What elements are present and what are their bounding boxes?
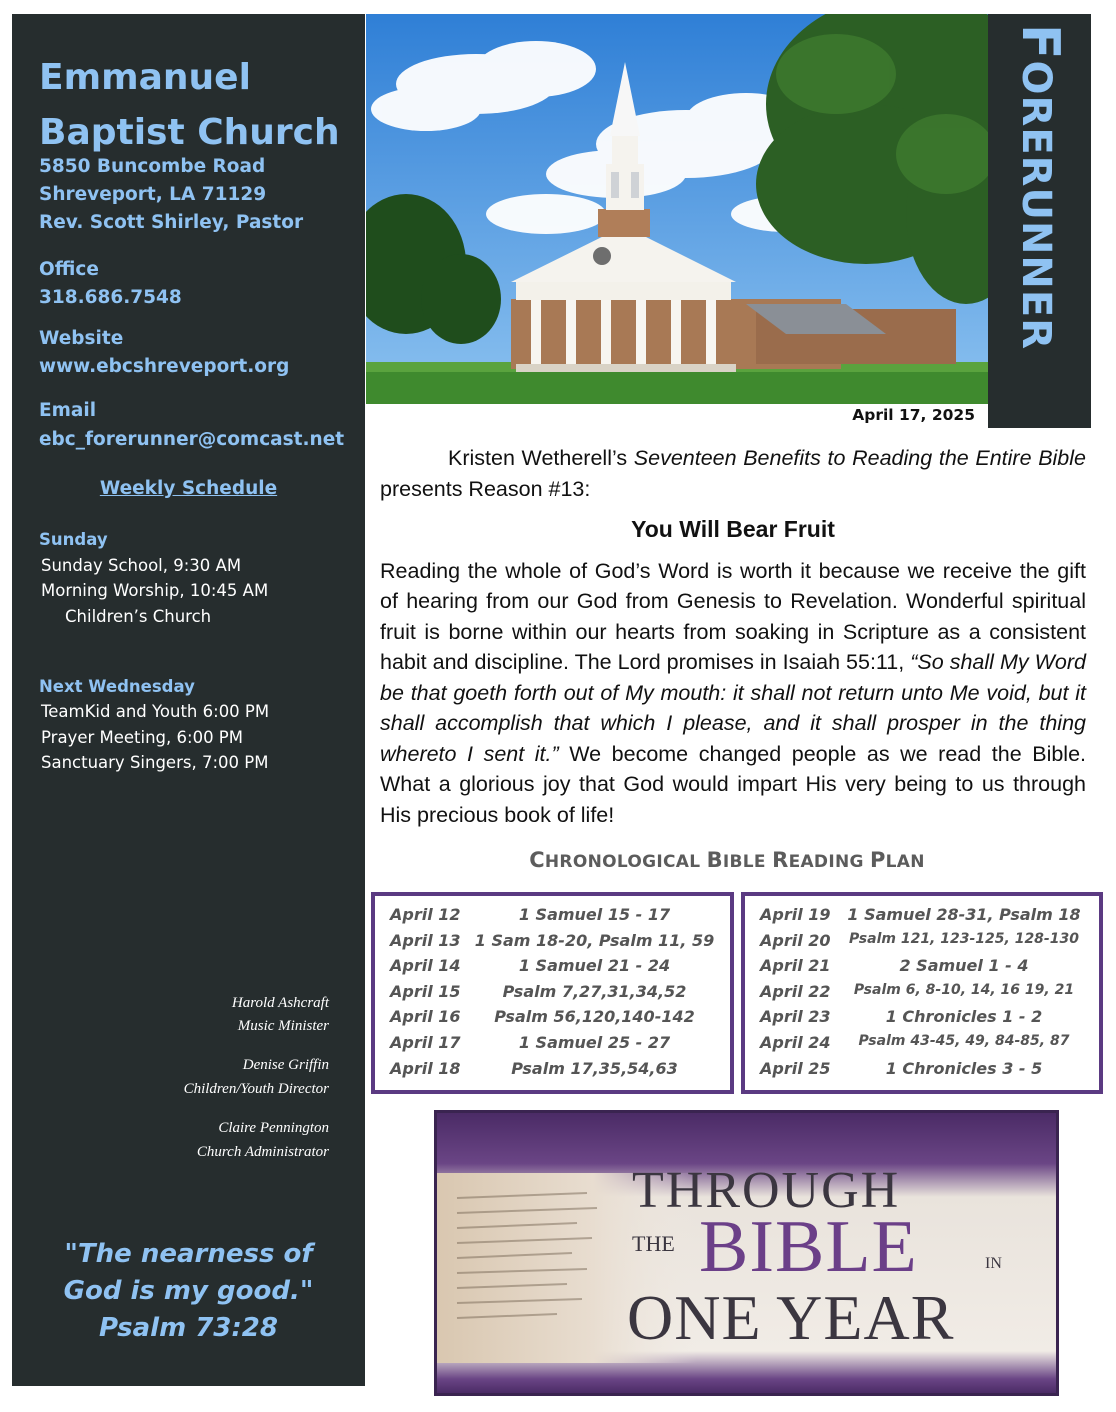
staff-name: Claire Pennington (218, 1120, 329, 1136)
plan-date: April 24 (760, 1032, 831, 1052)
plan-row (375, 1033, 730, 1059)
body-scripture-quote: “So shall My Word be that goeth forth out of My mouth: it shall not return unto Me void, but it shall accomplish that which I please, and it shall prosper in the thing whereto I sent it.” (380, 650, 1087, 766)
plan-row (745, 1007, 1099, 1033)
plan-row (375, 1007, 730, 1033)
staff-role: Children/Youth Director (183, 1081, 329, 1097)
church-name-line2: Baptist Church (39, 112, 340, 153)
plan-date: April 23 (760, 1007, 831, 1027)
reading-plan-right (741, 892, 1103, 1094)
quote-reference: Psalm 73:28 (99, 1313, 278, 1343)
plan-reading: 1 Chronicles 1 - 2 (885, 1007, 1043, 1027)
office-phone[interactable]: 318.686.7548 (39, 287, 182, 308)
plan-reading: 1 Samuel 21 - 24 (518, 956, 671, 976)
plan-reading: Psalm 6, 8-10, 14, 16 19, 21 (853, 981, 1075, 998)
plan-reading: Psalm 7,27,31,34,52 (502, 981, 687, 1001)
article-intro (380, 443, 1086, 504)
plan-reading: 1 Sam 18-20, Psalm 11, 59 (474, 930, 715, 950)
plan-date: April 20 (760, 930, 831, 950)
reading-plan-left (371, 892, 734, 1094)
plan-row (745, 931, 1099, 957)
title-part: IBLE (722, 852, 773, 872)
wednesday-item: TeamKid and Youth 6:00 PM (41, 702, 270, 721)
sidebar (12, 14, 365, 1386)
title-cap: R (772, 848, 789, 872)
sunday-item: Morning Worship, 10:45 AM (41, 581, 269, 600)
wednesday-item: Prayer Meeting, 6:00 PM (41, 728, 243, 747)
plan-date: April 16 (390, 1007, 461, 1027)
issue-date: April 17, 2025 (852, 406, 975, 424)
plan-row (745, 905, 1099, 931)
banner-line-through: THROUGH (632, 1162, 901, 1219)
banner-word-in: IN (985, 1255, 1002, 1272)
plan-date: April 19 (760, 905, 831, 924)
email-label: Email (39, 400, 97, 421)
address-street: 5850 Buncombe Road (39, 156, 266, 177)
article (380, 443, 1086, 830)
title-cap: P (869, 848, 886, 872)
quote-line2: God is my good." (63, 1276, 314, 1306)
wednesday-item: Sanctuary Singers, 7:00 PM (41, 753, 269, 772)
plan-date: April 12 (390, 905, 461, 924)
sunday-item: Children’s Church (65, 607, 212, 626)
church-name (39, 50, 340, 160)
plan-reading: 1 Samuel 28-31, Psalm 18 (847, 905, 1081, 924)
staff-name: Denise Griffin (242, 1057, 329, 1073)
plan-date: April 22 (760, 981, 831, 1001)
plan-row (745, 982, 1099, 1008)
scripture-quote (12, 1236, 365, 1347)
plan-date: April 18 (390, 1058, 461, 1078)
plan-date: April 17 (390, 1032, 461, 1052)
banner-word-the: THE (632, 1231, 675, 1256)
pastor-name: Rev. Scott Shirley, Pastor (39, 212, 304, 233)
plan-row (745, 956, 1099, 982)
body-text: Reading the whole of God’s Word is worth it because we receive the gift of hearing from our God from Genesis to Revelation. Wonderful spiritual fruit is borne within our hearts from soaking in Scripture as a consistent habit and discipline. The Lord promises in Isaiah 55:11, (380, 558, 1086, 674)
banner-word-bible: BIBLE (699, 1206, 918, 1288)
email-link[interactable]: ebc_forerunner@comcast.net (39, 429, 345, 450)
address-city: Shreveport, LA 71129 (39, 184, 267, 205)
title-part: HRONOLOGICAL (544, 852, 707, 872)
plan-reading: 1 Samuel 15 - 17 (518, 905, 671, 924)
staff-role: Church Administrator (196, 1144, 329, 1160)
plan-reading: Psalm 17,35,54,63 (511, 1058, 678, 1078)
plan-row (375, 956, 730, 982)
title-cap: B (706, 848, 723, 872)
plan-row (375, 982, 730, 1008)
staff-role: Music Minister (237, 1018, 329, 1034)
through-the-bible-banner (434, 1110, 1059, 1396)
masthead-first-letter: F (1010, 24, 1070, 61)
masthead (988, 14, 1091, 428)
plan-row (375, 905, 730, 931)
body-text: We become changed people as we read the Bible. What a glorious joy that God would impart His very being to us through His precious book of life! (380, 741, 1087, 827)
plan-reading: Psalm 43-45, 49, 84-85, 87 (858, 1032, 1070, 1049)
intro-author: Kristen Wetherell’s (448, 446, 634, 470)
website-label: Website (39, 328, 124, 349)
plan-row (745, 1059, 1099, 1085)
website-link[interactable]: www.ebcshreveport.org (39, 356, 290, 377)
plan-reading: 1 Chronicles 3 - 5 (885, 1058, 1043, 1078)
masthead-rest: ORERUNNER (1013, 60, 1059, 351)
plan-row (375, 1059, 730, 1085)
reading-plan-title (366, 848, 1088, 872)
sunday-heading: Sunday (39, 530, 108, 549)
plan-date: April 21 (760, 956, 831, 976)
plan-date: April 25 (760, 1058, 831, 1078)
church-photo (366, 14, 988, 404)
article-heading: You Will Bear Fruit (631, 516, 835, 542)
plan-date: April 13 (390, 930, 461, 950)
weekly-schedule-title: Weekly Schedule (99, 478, 278, 499)
banner-line-one-year: ONE YEAR (627, 1282, 955, 1353)
plan-row (375, 931, 730, 957)
plan-reading: Psalm 121, 123-125, 128-130 (849, 930, 1079, 947)
plan-date: April 15 (390, 981, 461, 1001)
intro-rest: presents Reason #13: (380, 476, 591, 501)
title-part: EADING (788, 852, 870, 872)
plan-reading: 2 Samuel 1 - 4 (899, 956, 1029, 976)
masthead-title (1010, 24, 1070, 350)
sunday-item: Sunday School, 9:30 AM (41, 556, 242, 575)
plan-reading: 1 Samuel 25 - 27 (518, 1032, 671, 1052)
plan-date: April 14 (390, 956, 461, 976)
title-part: LAN (885, 852, 925, 872)
staff-name: Harold Ashcraft (231, 995, 329, 1011)
wednesday-heading: Next Wednesday (39, 677, 195, 696)
church-illustration (366, 14, 988, 404)
office-label: Office (39, 259, 99, 280)
intro-book-title: Seventeen Benefits to Reading the Entire Bible (633, 446, 1086, 470)
title-cap: C (529, 848, 545, 872)
plan-reading: Psalm 56,120,140-142 (494, 1007, 695, 1027)
plan-row (745, 1033, 1099, 1059)
quote-line1: "The nearness of (64, 1239, 313, 1269)
article-body (380, 556, 1086, 831)
church-name-line1: Emmanuel (39, 57, 251, 98)
